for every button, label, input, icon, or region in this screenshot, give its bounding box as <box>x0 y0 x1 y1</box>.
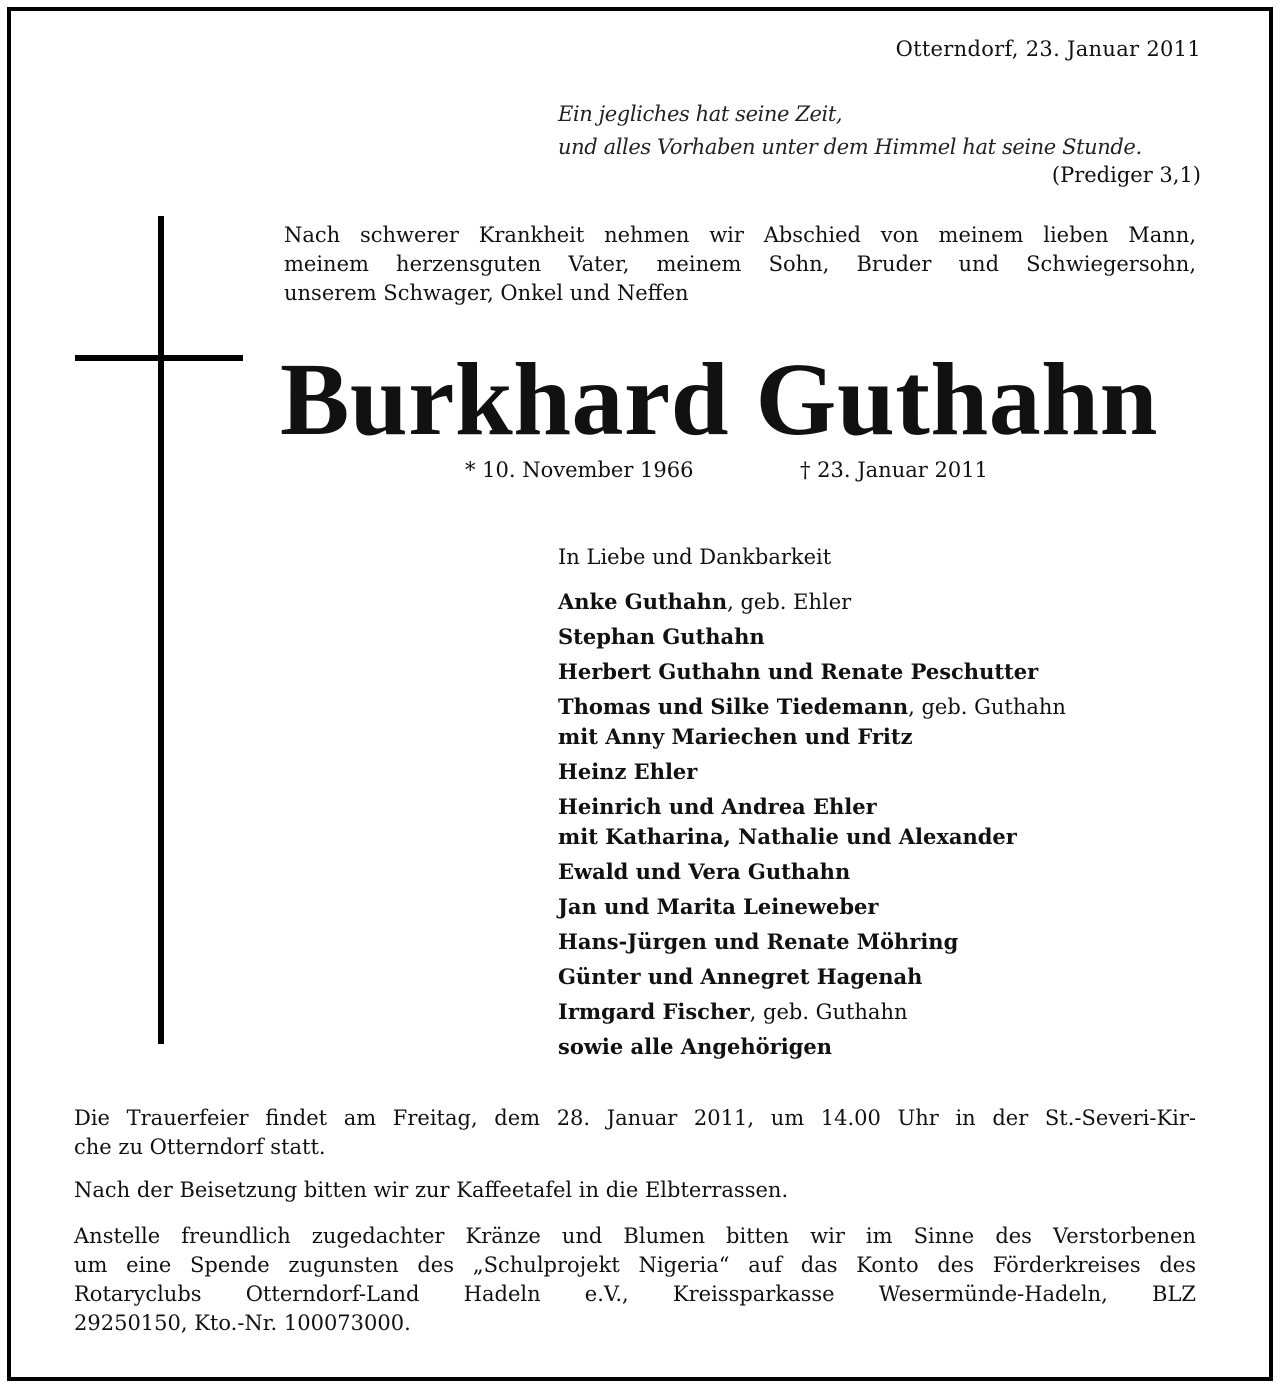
donation-line-1: Anstelle freundlich zugedachter Kränze und Blumen bitten wir im Sinne des Verstorbenen <box>74 1224 1196 1248</box>
family-member: Herbert Guthahn und Renate Peschutter <box>558 659 1039 684</box>
family-member: Hans-Jürgen und Renate Möhring <box>558 929 959 954</box>
donation-line-2: um eine Spende zugunsten des „Schulprojekt Nigeria“ auf das Konto des Förderkreises des <box>74 1253 1196 1277</box>
family-member: Heinrich und Andrea Ehler <box>558 794 877 819</box>
birth-date: * 10. November 1966 <box>465 458 694 482</box>
family-member: Jan und Marita Leineweber <box>558 894 879 919</box>
bible-quote-line-1: Ein jegliches hat seine Zeit, <box>558 102 843 126</box>
family-member: mit Anny Mariechen und Fritz <box>558 724 913 749</box>
family-member: Anke Guthahn, geb. Ehler <box>558 589 852 614</box>
donation-line-4: 29250150, Kto.-Nr. 100073000. <box>74 1311 411 1335</box>
family-member: Irmgard Fischer, geb. Guthahn <box>558 999 908 1024</box>
family-member: sowie alle Angehörigen <box>558 1034 833 1059</box>
death-date: † 23. Januar 2011 <box>800 458 988 482</box>
intro-line-2: meinem herzensguten Vater, meinem Sohn, Bruder und Schwiegersohn, <box>284 252 1196 276</box>
family-member: Stephan Guthahn <box>558 624 765 649</box>
family-member: Ewald und Vera Guthahn <box>558 859 851 884</box>
funeral-line-2: che zu Otterndorf statt. <box>74 1135 326 1159</box>
cross-horizontal-bar <box>75 355 243 361</box>
intro-line-3: unserem Schwager, Onkel und Neffen <box>284 281 689 305</box>
funeral-line-1: Die Trauerfeier findet am Freitag, dem 28. Januar 2011, um 14.00 Uhr in der St.-Severi-Kir- <box>74 1106 1196 1130</box>
bible-quote <box>558 98 1142 164</box>
reception-info: Nach der Beisetzung bitten wir zur Kaffeetafel in die Elbterrassen. <box>74 1178 789 1202</box>
bible-quote-line-2: und alles Vorhaben unter dem Himmel hat seine Stunde. <box>558 135 1142 159</box>
family-member: mit Katharina, Nathalie und Alexander <box>558 824 1017 849</box>
intro-text <box>284 221 1196 308</box>
family-member: Thomas und Silke Tiedemann, geb. Guthahn <box>558 694 1066 719</box>
donation-line-3: Rotaryclubs Otterndorf-Land Hadeln e.V., Kreissparkasse Wesermünde-Hadeln, BLZ <box>74 1282 1196 1306</box>
family-list <box>558 587 1066 1062</box>
cross-vertical-bar <box>158 216 164 1044</box>
family-member: Günter und Annegret Hagenah <box>558 964 923 989</box>
family-member: Heinz Ehler <box>558 759 698 784</box>
donation-info <box>74 1222 1196 1338</box>
bible-quote-source: (Prediger 3,1) <box>1051 163 1201 187</box>
deceased-name: Burkhard Guthahn <box>280 342 1158 457</box>
place-date: Otterndorf, 23. Januar 2011 <box>895 37 1201 61</box>
intro-line-1: Nach schwerer Krankheit nehmen wir Abschied von meinem lieben Mann, <box>284 223 1196 247</box>
signoff: In Liebe und Dankbarkeit <box>558 545 832 569</box>
funeral-info <box>74 1104 1196 1162</box>
